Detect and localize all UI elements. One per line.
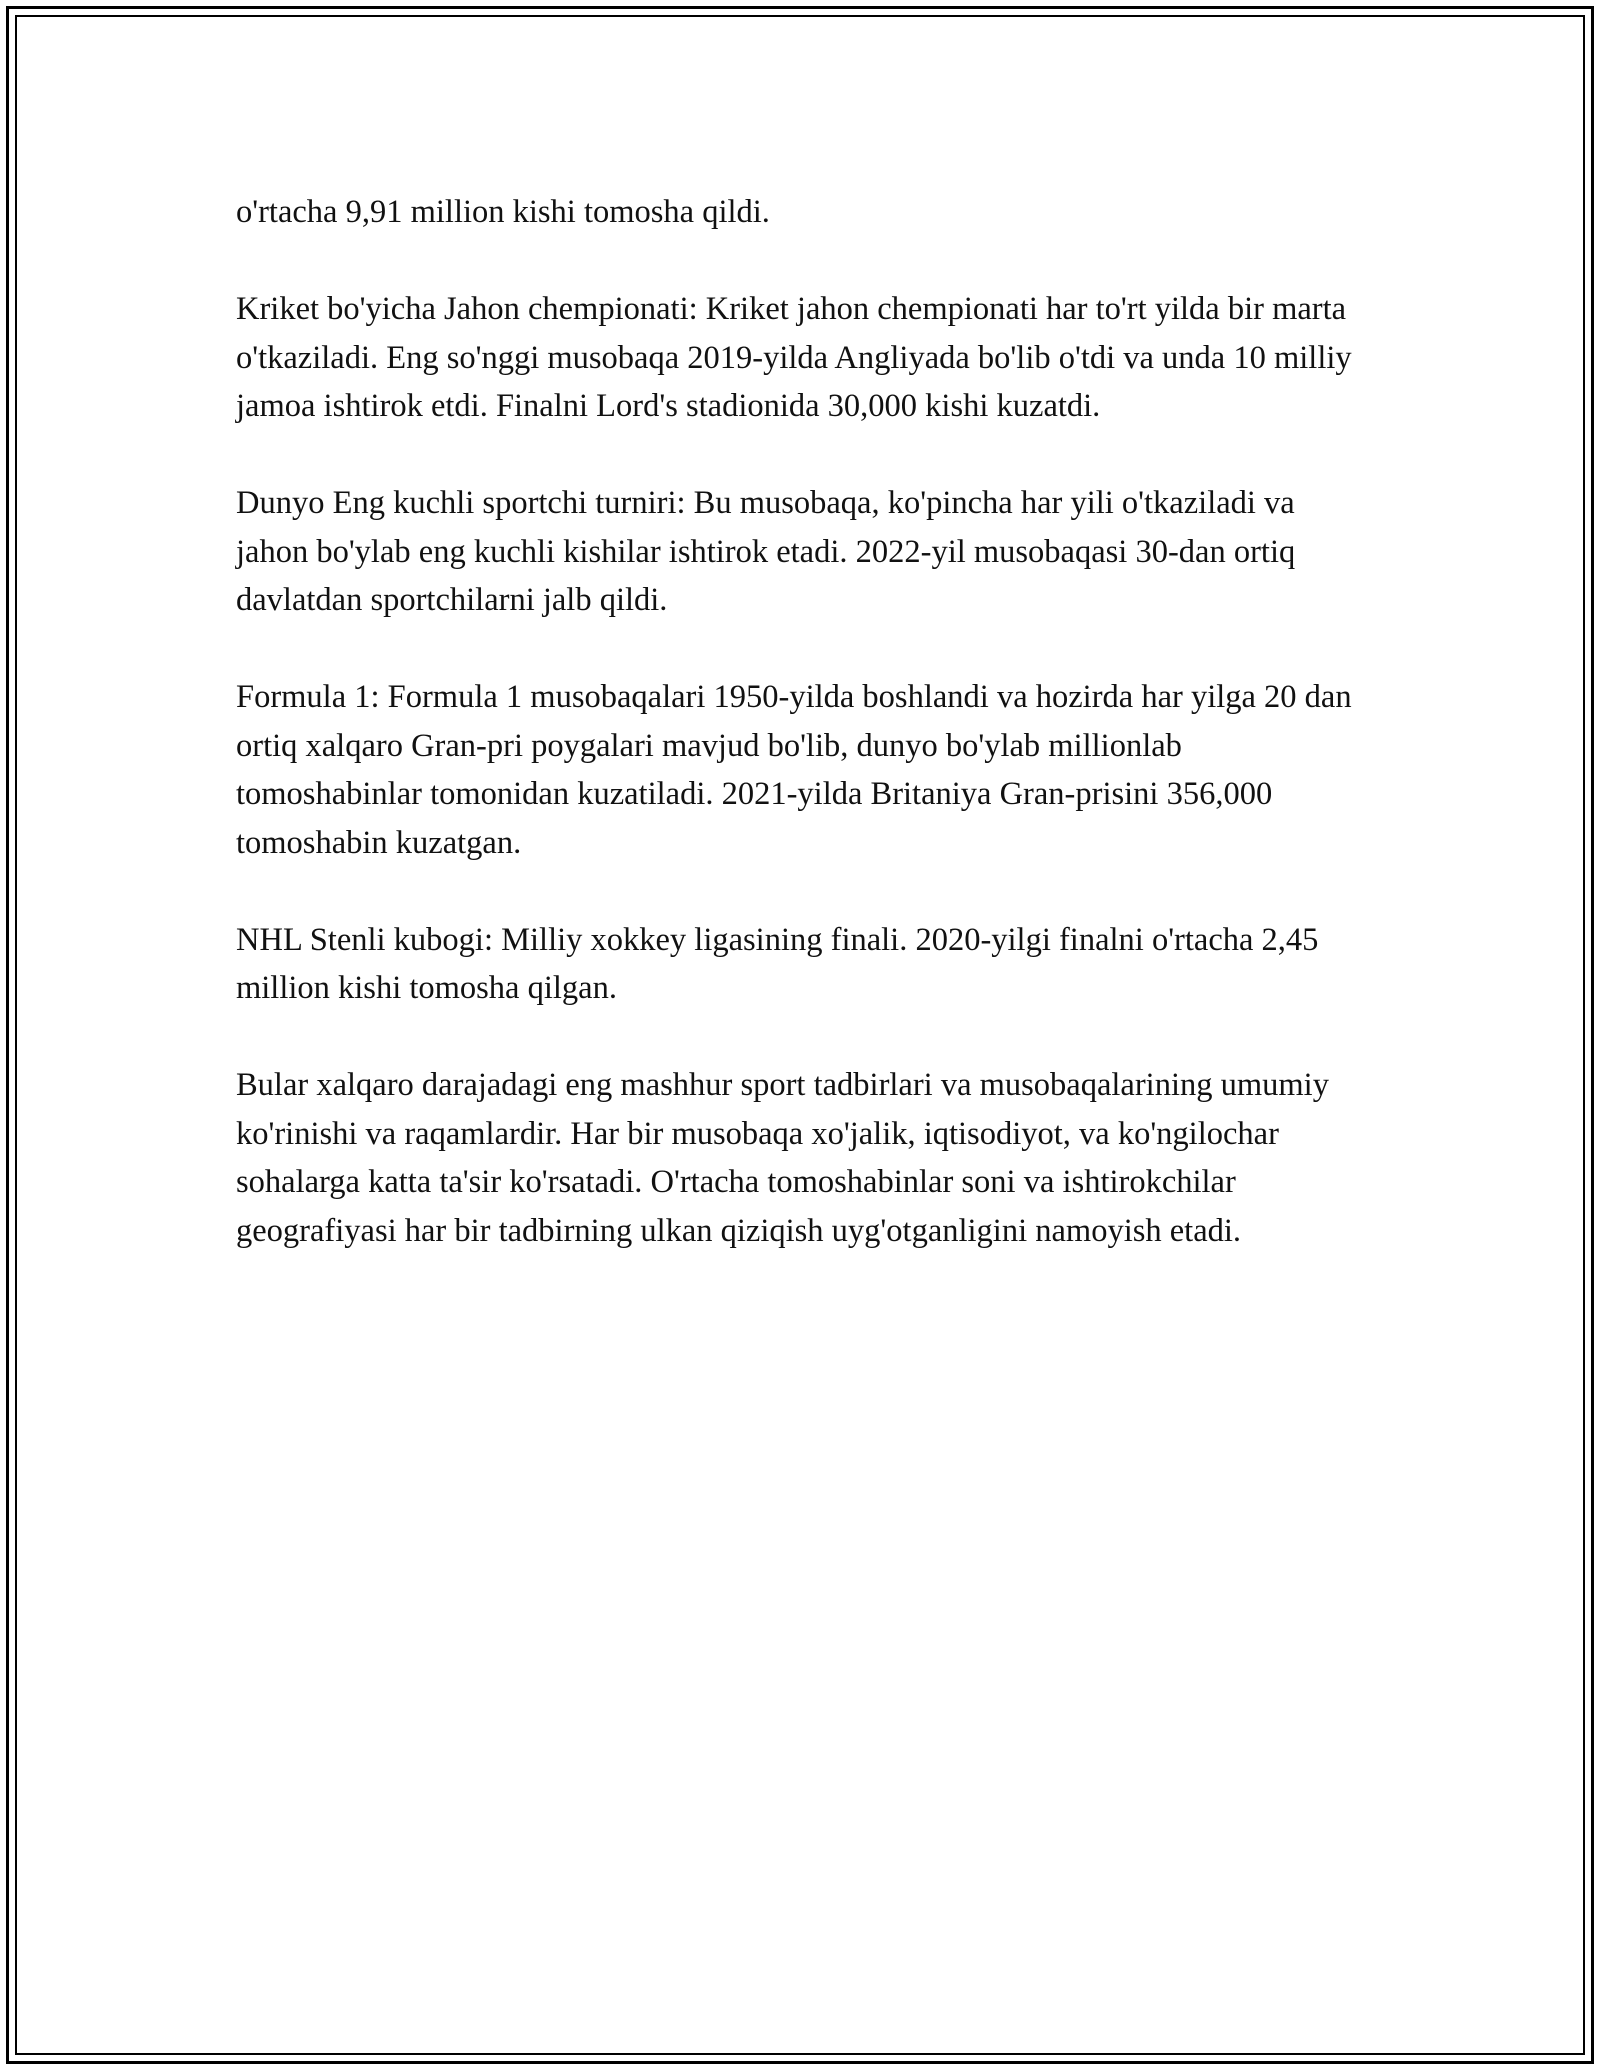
paragraph-conclusion: Bular xalqaro darajadagi eng mashhur sport tadbirlari va musobaqalarining umumiy ko'rinishi va raqamlardir. Har bir musobaqa xo'jalik, iqtisodiyot, va ko'ngilochar sohalarga katta ta'sir ko'rsatadi. O'rtacha tomoshabinlar soni va ishtirokchilar geografiyasi har bir tadbirning ulkan qiziqish uyg'otganligini namoyish etadi. [236, 1067, 1329, 1249]
paragraph-worlds-strongest-man: Dunyo Eng kuchli sportchi turniri: Bu musobaqa, ko'pincha har yili o'tkaziladi va jahon bo'ylab eng kuchli kishilar ishtirok etadi. 2022-yil musobaqasi 30-dan ortiq davlatdan sportchilarni jalb qildi. [236, 485, 1296, 618]
paragraph-viewership-continuation: o'rtacha 9,91 million kishi tomosha qildi. [236, 194, 770, 230]
paragraph-formula-1: Formula 1: Formula 1 musobaqalari 1950-yilda boshlandi va hozirda har yilga 20 dan ortiq xalqaro Gran-pri poygalari mavjud bo'lib, dunyo bo'ylab millionlab tomoshabinlar tomonidan kuzatiladi. 2021-yilda Britaniya Gran-prisini 356,000 tomoshabin kuzatgan. [236, 679, 1352, 861]
paragraph-cricket-world-cup: Kriket bo'yicha Jahon chempionati: Kriket jahon chempionati har to'rt yilda bir marta o'tkaziladi. Eng so'nggi musobaqa 2019-yilda Angliyada bo'lib o'tdi va unda 10 milliy jamoa ishtirok etdi. Finalni Lord's stadionida 30,000 kishi kuzatdi. [236, 291, 1352, 424]
document-body [236, 188, 1366, 1304]
paragraph-nhl-stanley-cup: NHL Stenli kubogi: Milliy xokkey ligasining finali. 2020-yilgi finalni o'rtacha 2,45 million kishi tomosha qilgan. [236, 921, 1319, 1006]
